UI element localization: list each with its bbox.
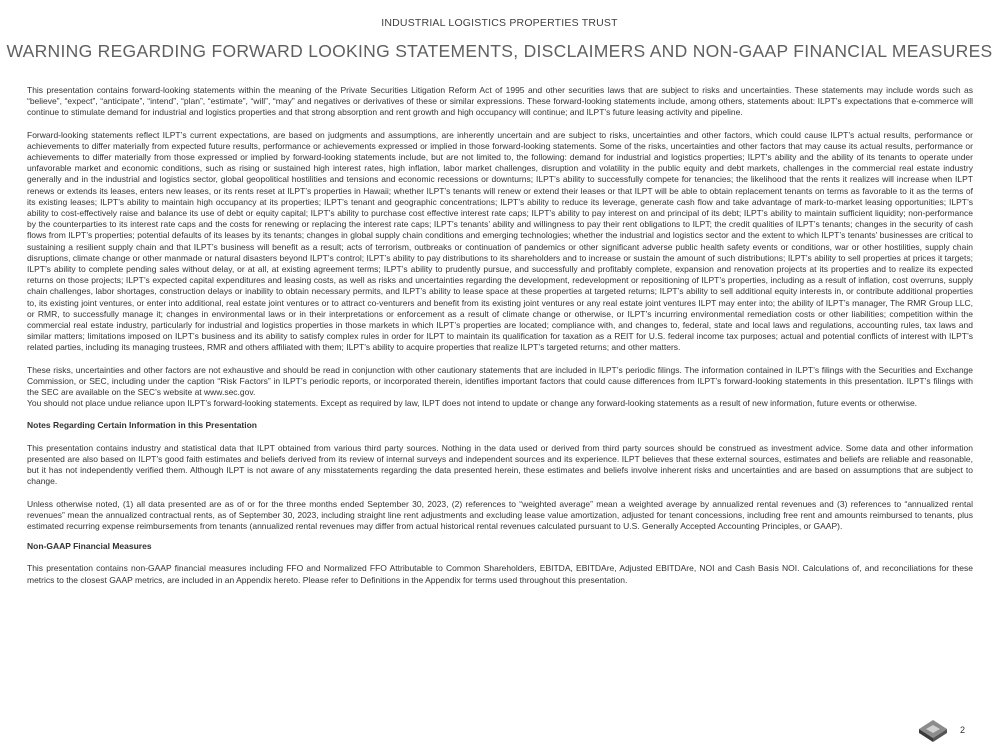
page-number: 2 [960,725,966,735]
paragraph-data-definitions: Unless otherwise noted, (1) all data presented are as of or for the three months ended September 30, 2023, (2) references to “weighted average” mean a weighted average by annualized rental revenues and (3) references to “annualized rental revenues” mean the annualized contractual rents, as of September 30, 2023, including straight line rent adjustments and excluding lease value amortization, adjusted for tenant concessions, including free rent and amounts reimbursed to tenants, plus estimated recurring expense reimbursements from tenants (annualized rental revenues may differ from actual historical rental revenues calculated pursuant to U.S. Generally Accepted Accounting Principles, or GAAP). [27,498,973,531]
paragraph-sec-filings: These risks, uncertainties and other factors are not exhaustive and should be read in conjunction with other cautionary statements that are included in ILPT’s periodic filings. The information contained in ILPT’s filings with the Securities and Exchange Commission, or SEC, including under the caption “Risk Factors” in ILPT’s periodic reports, or incorporated therein, identifies important factors that could cause differences from ILPT’s forward-looking statements in this presentation. ILPT’s filings with the SEC are available on the SEC’s website at www.sec.gov. [27,364,973,398]
page-title: WARNING REGARDING FORWARD LOOKING STATEMENTS, DISCLAIMERS AND NON-GAAP FINANCIAL MEASURES [6,41,993,61]
disclaimer-body [27,85,973,586]
paragraph-non-gaap: This presentation contains non-GAAP financial measures including FFO and Normalized FFO Attributable to Common Shareholders, EBITDA, EBITDAre, Adjusted EBITDAre, NOI and Cash Basis NOI. Calculations of, and reconciliations for these metrics to the closest GAAP metrics, are included in an Appendix hereto. Please refer to Definitions in the Appendix for terms used throughout this presentation. [27,563,973,585]
ilpt-diamond-logo-icon [918,719,948,743]
paragraph-risk-factors: Forward-looking statements reflect ILPT’s current expectations, are based on judgments and assumptions, are inherently uncertain and are subject to risks, uncertainties and other factors, which could cause ILPT’s actual results, performance or achievements to differ materially from expected future results, performance or achievements expressed or implied in those forward-looking statements. Some of the risks, uncertainties and other factors that may cause its actual results, performance or achievements to differ materially from those expressed or implied by forward-looking statements include, but are not limited to, the following: demand for industrial and logistics properties; ILPT’s ability and the ability of its tenants to operate under unfavorable market and economic conditions, such as rising or sustained high interest rates, high inflation, labor market challenges, disruption and volatility in the public equity and debt markets, challenges in the commercial real estate industry generally and in the industrial and logistics sector, global geopolitical hostilities and tensions and economic recessions or downturns; ILPT’s ability to successfully compete for tenancies; the likelihood that the rents it realizes will increase when ILPT renews or extends its leases, enters new leases, or its rents reset at ILPT’s properties in Hawaii; whether ILPT’s tenants will renew or extend their leases or that ILPT will be able to obtain replacement tenants on terms as favorable to it as the terms of its existing leases; ILPT’s ability to maintain high occupancy at its properties; ILPT’s tenant and geographic concentrations; ILPT’s ability to reduce its leverage, generate cash flow and take advantage of mark-to-market leasing opportunities; ILPT’s ability to cost-effectively raise and balance its use of debt or equity capital; ILPT’s ability to purchase cost effective interest rate caps; ILPT’s ability to pay interest on and principal of its debt; ILPT’s ability to maintain sufficient liquidity; non-performance by the counterparties to its interest rate caps and the costs for renewing or replacing the interest rate caps; ILPT’s tenants’ ability and willingness to pay their rent obligations to ILPT; the credit qualities of ILPT’s tenants; changes in the security of cash flows from ILPT’s properties; potential defaults of its leases by its tenants; changes in global supply chain conditions and emerging technologies; whether the industrial and logistics sector and the extent to which ILPT’s tenants’ businesses are critical to sustaining a resilient supply chain and that ILPT’s business will benefit as a result; acts of terrorism, outbreaks or continuation of pandemics or other significant adverse public health safety events or conditions, war or other hostilities, supply chain disruptions, climate change or other manmade or natural disasters beyond ILPT’s control; ILPT’s ability to pay distributions to its shareholders and to increase or sustain the amount of such distributions; ILPT’s ability to sell properties at prices it targets; ILPT’s ability to complete pending sales without delay, or at all, at existing agreement terms; ILPT’s ability to prudently pursue, and successfully and profitably complete, expansion and renovation projects at its properties and to realize its expected returns on those projects; ILPT’s expected capital expenditures and leasing costs, as well as risks and uncertainties regarding the development, redevelopment or repositioning of ILPT’s properties, including as a result of inflation, cost overruns, supply chain challenges, labor shortages, construction delays or inability to obtain necessary permits, and ILPT’s ability to lease space at these properties at targeted returns; ILPT’s ability to sell additional equity interests in, or contribute additional properties to, its existing joint ventures, or enter into additional, real estate joint ventures or to attract co-venturers and benefit from its existing joint ventures or any real estate joint ventures ILPT may enter into; the ability of ILPT’s manager, The RMR Group LLC, or RMR, to successfully manage it; changes in environmental laws or in their interpretations or enforcement as a result of climate change or otherwise, or ILPT’s incurring environmental remediation costs or other liabilities; competition within the commercial real estate industry, particularly for industrial and logistics properties in those markets in which ILPT’s properties are located; compliance with, and changes to, federal, state and local laws and regulations, accounting rules, tax laws and similar matters; limitations imposed on ILPT’s business and its ability to satisfy complex rules in order for ILPT to maintain its qualification for taxation as a REIT for U.S. federal income tax purposes; actual and potential conflicts of interest with ILPT’s related parties, including its managing trustees, RMR and others affiliated with them; ILPT’s ability to acquire properties that realize ILPT’s targeted returns; and other matters. [27,129,973,353]
company-name: INDUSTRIAL LOGISTICS PROPERTIES TRUST [381,17,618,29]
paragraph-undue-reliance: You should not place undue reliance upon ILPT’s forward-looking statements. Except as required by law, ILPT does not intend to update or change any forward-looking statements as a result of new information, future events or otherwise. [27,398,918,409]
paragraph-third-party-data: This presentation contains industry and statistical data that ILPT obtained from various third party sources. Nothing in the data used or derived from third party sources should be construed as investment advice. Some data and other information presented are also based on ILPT’s good faith estimates and beliefs derived from its review of internal surveys and independent sources and its experience. ILPT believes that these external sources, estimates and beliefs are reliable and reasonable, but it has not independently verified them. Although ILPT is not aware of any misstatements regarding the data presented herein, these estimates and beliefs involve inherent risks and uncertainties and are based on assumptions that are subject to change. [27,442,973,487]
heading-non-gaap: Non-GAAP Financial Measures [27,541,152,552]
heading-notes: Notes Regarding Certain Information in this Presentation [27,420,257,431]
paragraph-forward-looking-intro: This presentation contains forward-looking statements within the meaning of the Private Securities Litigation Reform Act of 1995 and other securities laws that are subject to risks and uncertainties. These statements may include words such as “believe”, “expect”, “anticipate”, “intend”, “plan”, “estimate”, “will”, “may” and negatives or derivatives of these or similar expressions. These forward-looking statements include, among others, statements about: ILPT’s expectations that e-commerce will continue to stimulate demand for industrial and logistics properties and that strong absorption and rent growth and high occupancy will continue; and ILPT’s future leasing activity and pipeline. [27,85,973,118]
